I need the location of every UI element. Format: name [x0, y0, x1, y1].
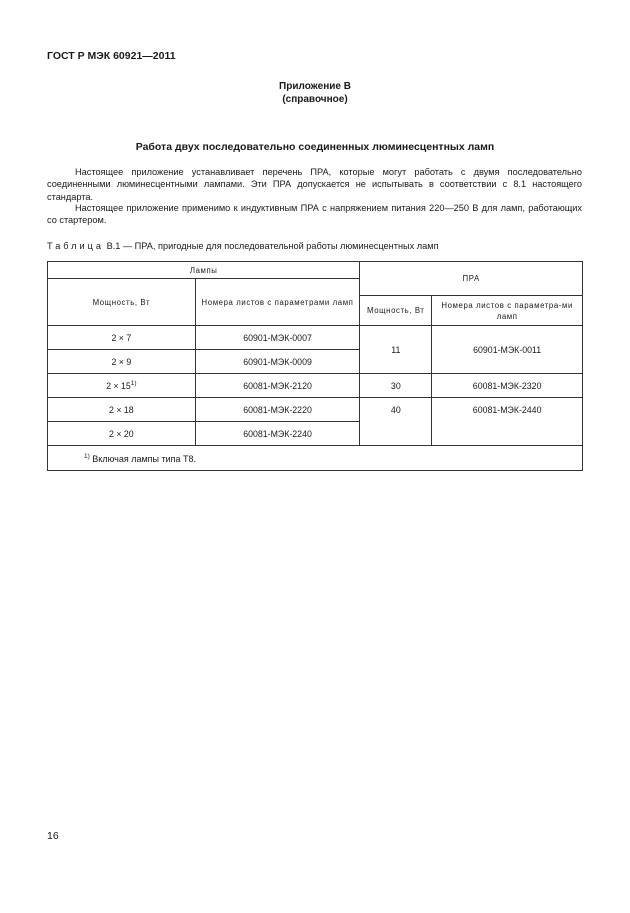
lamp-power-value: 2 × 15	[106, 381, 131, 391]
paragraph-scope	[47, 166, 582, 203]
lamp-power-cell	[48, 374, 196, 398]
lamp-sheet-cell: 60081-МЭК-2220	[195, 398, 360, 422]
table-caption-text: В.1 — ПРА, пригодные для последовательной работы люминесцентных ламп	[106, 241, 439, 251]
footnote-text: Включая лампы типа Т8.	[92, 453, 197, 464]
lamp-power-cell: 2 × 18	[48, 398, 196, 422]
lamps-group-header: Лампы	[48, 262, 360, 279]
lamp-power-cell: 2 × 9	[48, 350, 196, 374]
section-title: Работа двух последовательно соединенных люминесцентных ламп	[135, 141, 495, 153]
lamp-sheet-cell: 60081-МЭК-2240	[195, 422, 360, 446]
ballast-sheets-header: Номера листов с параметра-ми ламп	[432, 296, 583, 326]
lamp-power-header: Мощность, Вт	[48, 279, 196, 326]
lamp-sheet-cell: 60081-МЭК-2120	[195, 374, 360, 398]
ballast-table	[47, 261, 583, 471]
ballast-power-cell: 11	[360, 326, 432, 374]
paragraph-applicability	[47, 202, 582, 227]
appendix-subtitle: (справочное)	[282, 94, 348, 105]
table-caption-prefix: Таблица	[47, 241, 105, 251]
paragraph-text: Настоящее приложение устанавливает перечень ПРА, которые могут работать с двумя последовательно соединенными люминесцентными лампами. Эти ПРА допускается не испытывать в соответствии с 8.1 настоящего стандарта.	[47, 167, 582, 202]
paragraph-text: Настоящее приложение применимо к индуктивным ПРА с напряжением питания 220—250 В для ламп, работающих со стартером.	[47, 203, 582, 226]
ballast-power-cell: 30	[360, 374, 432, 398]
lamp-sheet-cell: 60901-МЭК-0007	[195, 326, 360, 350]
page-number: 16	[47, 830, 59, 842]
appendix-title: Приложение В	[279, 81, 351, 92]
ballast-sheet-cell: 60901-МЭК-0011	[432, 326, 583, 374]
table-footnote	[48, 446, 583, 471]
lamp-power-cell: 2 × 7	[48, 326, 196, 350]
table-caption	[47, 241, 439, 251]
appendix-heading	[0, 80, 630, 106]
lamp-sheets-header: Номера листов с параметрами ламп	[195, 279, 360, 326]
ballast-sheet-cell: 60081-МЭК-2320	[432, 374, 583, 398]
lamp-sheet-cell: 60901-МЭК-0009	[195, 350, 360, 374]
lamp-power-cell: 2 × 20	[48, 422, 196, 446]
ballast-power-header: Мощность, Вт	[360, 296, 432, 326]
footnote-mark: 1)	[84, 452, 90, 460]
ballast-power-cell: 40	[360, 398, 432, 446]
ballast-sheet-cell: 60081-МЭК-2440	[432, 398, 583, 446]
ballast-group-header: ПРА	[360, 262, 583, 296]
footnote-ref: 1)	[130, 380, 137, 387]
document-code: ГОСТ Р МЭК 60921—2011	[47, 50, 176, 62]
